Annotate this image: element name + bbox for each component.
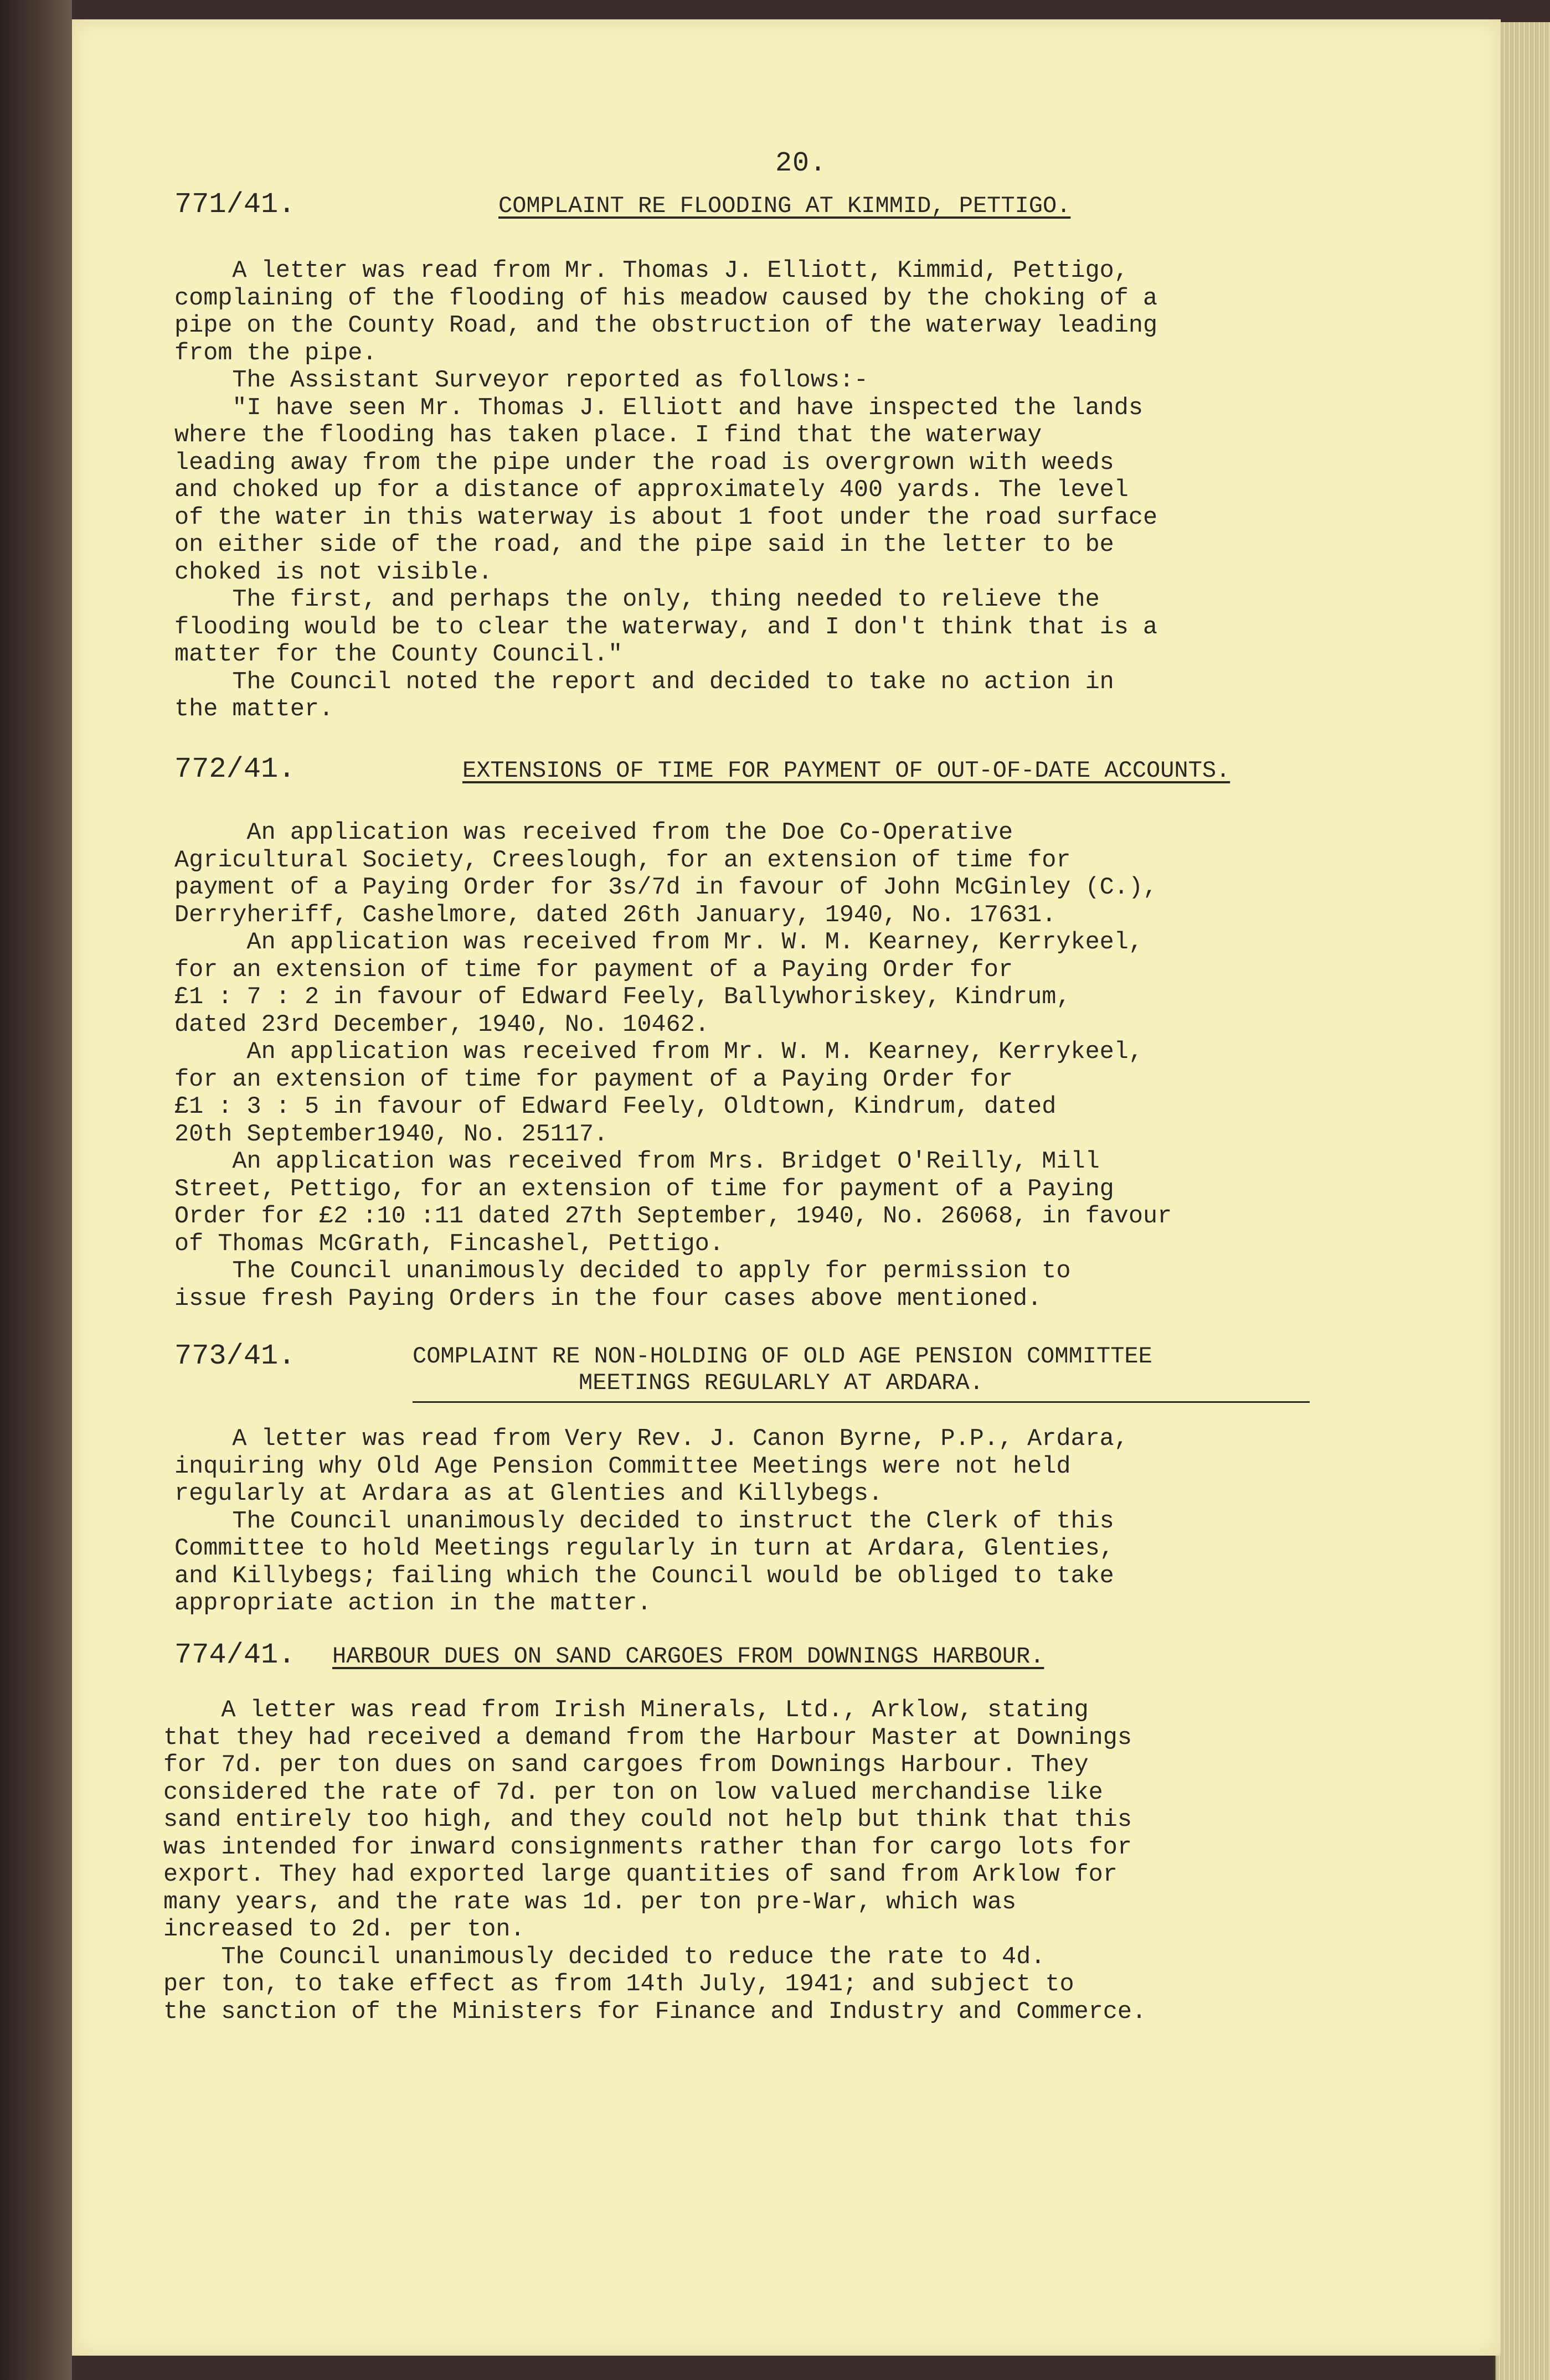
minute-body-772	[174, 819, 1326, 1313]
minute-number: 771/41.	[174, 188, 296, 221]
text-line: choked is not visible.	[174, 559, 493, 586]
text-line: of the water in this waterway is about 1 foot under the road surface	[174, 504, 1158, 531]
book-binding	[0, 0, 72, 2380]
text-line: 20th September1940, No. 25117.	[174, 1121, 609, 1148]
text-line: The first, and perhaps the only, thing needed to relieve the	[174, 586, 1100, 613]
text-line: many years, and the rate was 1d. per ton pre-War, which was	[163, 1888, 1017, 1916]
minute-title-line2: MEETINGS REGULARLY AT ARDARA.	[579, 1370, 983, 1396]
minute-number: 773/41.	[174, 1340, 296, 1372]
text-line: An application was received from Mr. W. M. Kearney, Kerrykeel,	[174, 929, 1143, 956]
text-line: appropriate action in the matter.	[174, 1590, 652, 1617]
text-line: A letter was read from Irish Minerals, Ltd., Arklow, stating	[163, 1697, 1089, 1724]
minute-body-773	[174, 1426, 1326, 1618]
minute-title: HARBOUR DUES ON SAND CARGOES FROM DOWNINGS HARBOUR.	[332, 1643, 1044, 1670]
text-line: "I have seen Mr. Thomas J. Elliott and have inspected the lands	[174, 394, 1143, 422]
text-line: on either side of the road, and the pipe said in the letter to be	[174, 531, 1114, 559]
text-line: Street, Pettigo, for an extension of time for payment of a Paying	[174, 1175, 1114, 1203]
minute-number: 772/41.	[174, 753, 296, 786]
text-line: The Council unanimously decided to apply for permission to	[174, 1258, 1071, 1285]
text-line: A letter was read from Mr. Thomas J. Elliott, Kimmid, Pettigo,	[174, 257, 1129, 285]
text-line: The Council noted the report and decided to take no action in	[174, 668, 1114, 696]
minute-title: COMPLAINT RE NON-HOLDING OF OLD AGE PENSION COMMITTEE	[413, 1343, 1152, 1370]
text-line: of Thomas McGrath, Fincashel, Pettigo.	[174, 1230, 724, 1258]
text-line: Agricultural Society, Creeslough, for an extension of time for	[174, 846, 1071, 874]
text-line: the sanction of the Ministers for Finance and Industry and Commerce.	[163, 1998, 1147, 2026]
text-line: issue fresh Paying Orders in the four cases above mentioned.	[174, 1285, 1042, 1313]
text-line: regularly at Ardara as at Glenties and Killybegs.	[174, 1480, 883, 1507]
text-line: and Killybegs; failing which the Council would be obliged to take	[174, 1562, 1114, 1590]
text-line: A letter was read from Very Rev. J. Canon Byrne, P.P., Ardara,	[174, 1426, 1129, 1453]
title-underline	[413, 1401, 1310, 1403]
text-line: flooding would be to clear the waterway, and I don't think that is a	[174, 613, 1158, 641]
text-line: that they had received a demand from the Harbour Master at Downings	[163, 1724, 1132, 1752]
text-line: An application was received from Mrs. Bridget O'Reilly, Mill	[174, 1148, 1100, 1175]
text-line: dated 23rd December, 1940, No. 10462.	[174, 1011, 709, 1039]
minute-number: 774/41.	[174, 1639, 296, 1671]
document-page	[72, 19, 1501, 2356]
text-line: export. They had exported large quantities of sand from Arklow for	[163, 1861, 1118, 1888]
text-line: Derryheriff, Cashelmore, dated 26th January, 1940, No. 17631.	[174, 901, 1057, 929]
text-line: was intended for inward consignments rather than for cargo lots for	[163, 1834, 1132, 1861]
text-line: Order for £2 :10 :11 dated 27th September, 1940, No. 26068, in favour	[174, 1203, 1172, 1230]
minute-body-774	[163, 1697, 1315, 2026]
text-line: for 7d. per ton dues on sand cargoes from Downings Harbour. They	[163, 1752, 1089, 1779]
text-line: increased to 2d. per ton.	[163, 1916, 525, 1943]
minute-title: EXTENSIONS OF TIME FOR PAYMENT OF OUT-OF-DATE ACCOUNTS.	[462, 757, 1230, 784]
text-line: £1 : 7 : 2 in favour of Edward Feely, Ballywhoriskey, Kindrum,	[174, 984, 1071, 1011]
minute-body-771	[174, 257, 1326, 724]
text-line: inquiring why Old Age Pension Committee Meetings were not held	[174, 1453, 1071, 1480]
text-line: for an extension of time for payment of a Paying Order for	[174, 956, 1013, 984]
text-line: leading away from the pipe under the road is overgrown with weeds	[174, 449, 1114, 477]
text-line: complaining of the flooding of his meadow caused by the choking of a	[174, 285, 1158, 312]
text-line: from the pipe.	[174, 339, 377, 367]
text-line: sand entirely too high, and they could not help but think that this	[163, 1806, 1132, 1834]
text-line: An application was received from Mr. W. M. Kearney, Kerrykeel,	[174, 1039, 1143, 1066]
text-line: per ton, to take effect as from 14th July, 1941; and subject to	[163, 1971, 1074, 1998]
text-line: and choked up for a distance of approximately 400 yards. The level	[174, 477, 1129, 504]
text-line: The Council unanimously decided to reduce the rate to 4d.	[163, 1943, 1046, 1971]
text-line: The Council unanimously decided to instruct the Clerk of this	[174, 1507, 1114, 1535]
text-line: £1 : 3 : 5 in favour of Edward Feely, Oldtown, Kindrum, dated	[174, 1093, 1057, 1121]
text-line: The Assistant Surveyor reported as follows:-	[174, 367, 869, 394]
book-page-edges	[1495, 22, 1550, 2380]
page-number: 20.	[775, 148, 827, 179]
text-line: An application was received from the Doe Co-Operative	[174, 819, 1013, 846]
minute-title: COMPLAINT RE FLOODING AT KIMMID, PETTIGO.	[498, 193, 1071, 219]
text-line: Committee to hold Meetings regularly in turn at Ardara, Glenties,	[174, 1535, 1114, 1562]
text-line: pipe on the County Road, and the obstruction of the waterway leading	[174, 312, 1158, 339]
text-line: payment of a Paying Order for 3s/7d in favour of John McGinley (C.),	[174, 874, 1158, 901]
text-line: considered the rate of 7d. per ton on low valued merchandise like	[163, 1779, 1103, 1806]
text-line: for an extension of time for payment of a Paying Order for	[174, 1066, 1013, 1093]
text-line: the matter.	[174, 696, 334, 723]
text-line: where the flooding has taken place. I find that the waterway	[174, 422, 1042, 449]
text-line: matter for the County Council."	[174, 641, 623, 668]
